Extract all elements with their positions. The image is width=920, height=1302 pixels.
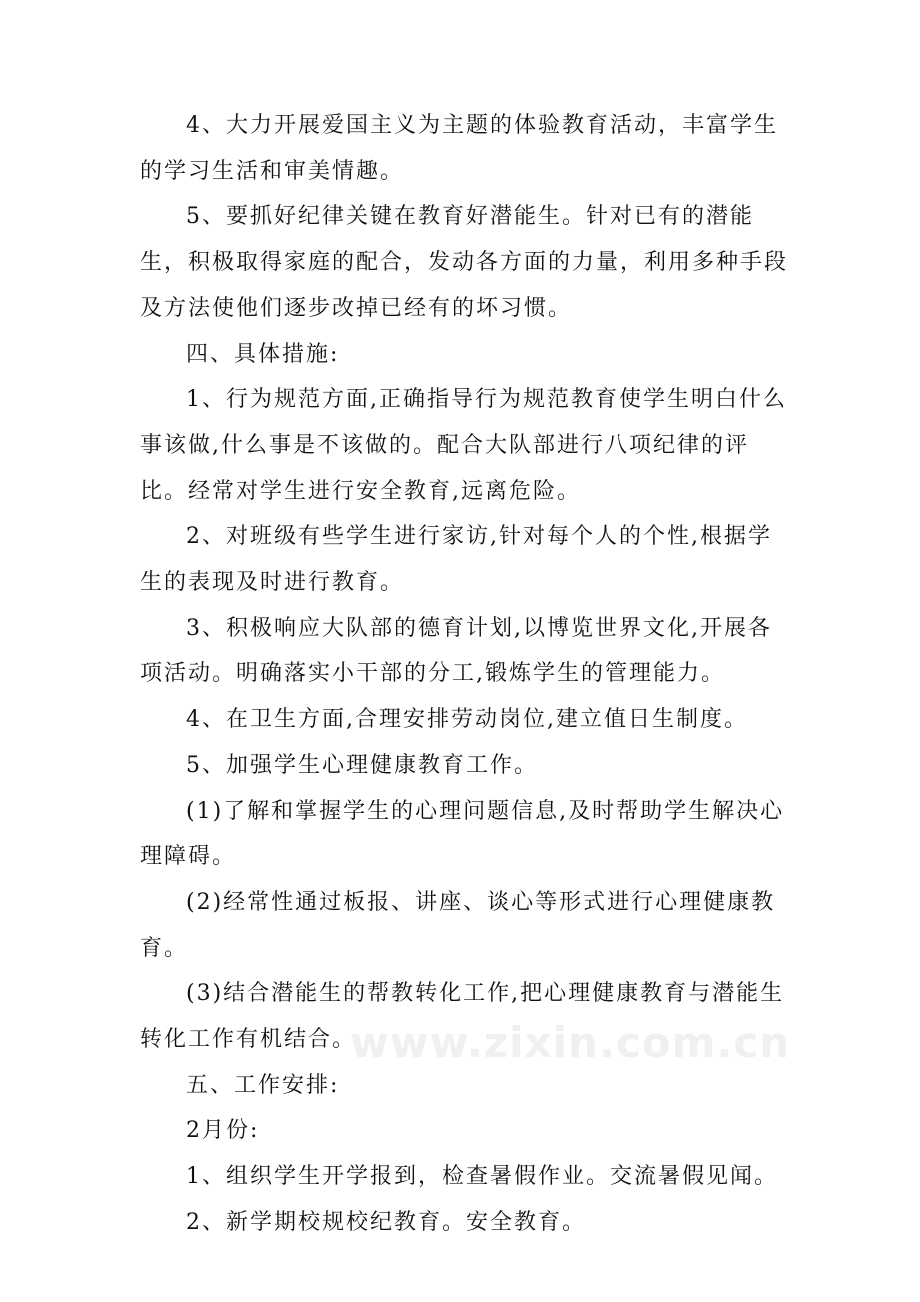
paragraph-patriotic-education: 4、大力开展爱国主义为主题的体验教育活动，丰富学生的学习生活和审美情趣。	[140, 113, 778, 184]
paragraph-mental-health: 5、加强学生心理健康教育工作。	[186, 752, 538, 778]
heading-specific-measures: 四、具体措施:	[186, 341, 340, 367]
paragraph-school-rules: 2、新学期校规校纪教育。安全教育。	[186, 1209, 586, 1235]
paragraph-hygiene: 4、在卫生方面,合理安排劳动岗位,建立值日生制度。	[186, 707, 748, 733]
paragraph-discipline: 5、要抓好纪律关键在教育好潜能生。针对已有的潜能生，积极取得家庭的配合，发动各方面的力量，利用多种手段及方法使他们逐步改掉已经有的坏习惯。	[140, 204, 789, 321]
paragraph-home-visits: 2、对班级有些学生进行家访,针对每个人的个性,根据学生的表现及时进行教育。	[140, 524, 772, 596]
paragraph-moral-plan: 3、积极响应大队部的德育计划,以博览世界文化,开展各项活动。明确落实小干部的分工,锻炼学生的管理能力。	[140, 615, 772, 687]
paragraph-behavior-norms: 1、行为规范方面,正确指导行为规范教育使学生明白什么事该做,什么事是不该做的。配合大队部进行八项纪律的评比。经常对学生进行安全教育,远离危险。	[140, 387, 787, 504]
paragraph-mental-health-3: (3)结合潜能生的帮教转化工作,把心理健康教育与潜能生转化工作有机结合。	[140, 981, 785, 1053]
document-body	[140, 103, 790, 1246]
watermark: www.zixin.com.cn	[350, 1018, 791, 1067]
heading-work-schedule: 五、工作安排:	[186, 1072, 340, 1098]
heading-february: 2月份:	[186, 1118, 260, 1144]
paragraph-registration: 1、组织学生开学报到，检查暑假作业。交流暑假见闻。	[186, 1164, 778, 1190]
paragraph-mental-health-1: (1)了解和掌握学生的心理问题信息,及时帮助学生解决心理障碍。	[140, 798, 785, 870]
paragraph-mental-health-2: (2)经常性通过板报、讲座、谈心等形式进行心理健康教育。	[140, 889, 776, 961]
